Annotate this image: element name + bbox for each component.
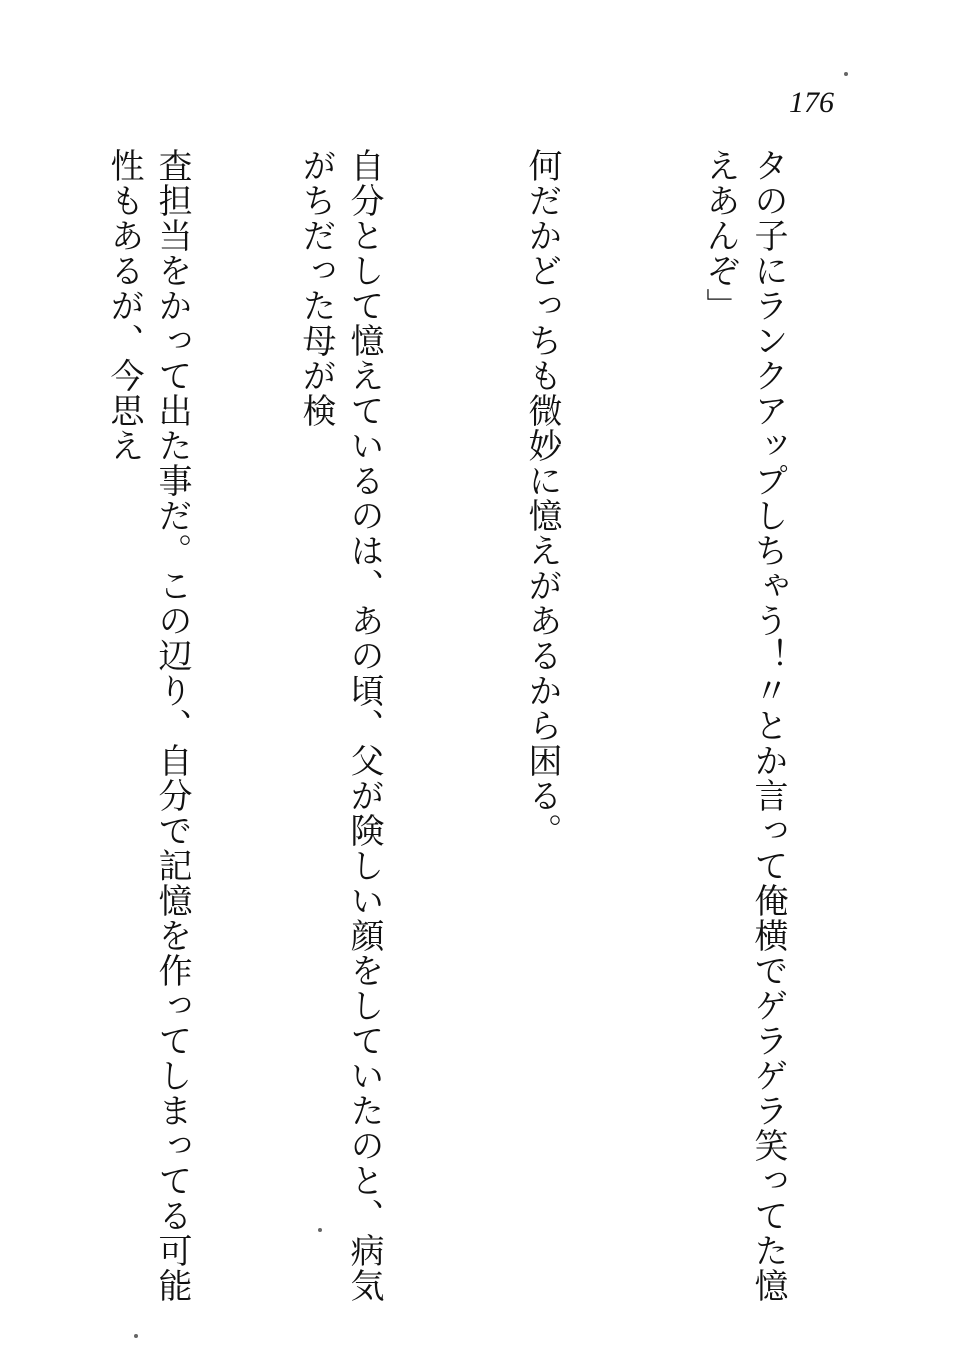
text-line: 査担当をかって出た事だ。この辺り、自分で記憶を作ってしまってる可能性もあるが、今思え <box>104 148 192 1303</box>
text-line: タの子にランクアップしちゃう！〃とか言って俺横でゲラゲラ笑ってた憶えあんぞ」 <box>700 148 788 1303</box>
text-line: 自分として憶えているのは、あの頃、父が険しい顔をしていたのと、病気がちだった母が検 <box>296 148 384 1303</box>
scan-speck <box>318 1228 322 1232</box>
novel-text-body <box>58 148 888 1308</box>
page-number: 176 <box>789 86 834 119</box>
text-line: 何だかどっちも微妙に憶えがあるから困る。 <box>522 148 562 848</box>
scan-speck <box>844 72 848 76</box>
scan-speck <box>134 1334 138 1338</box>
